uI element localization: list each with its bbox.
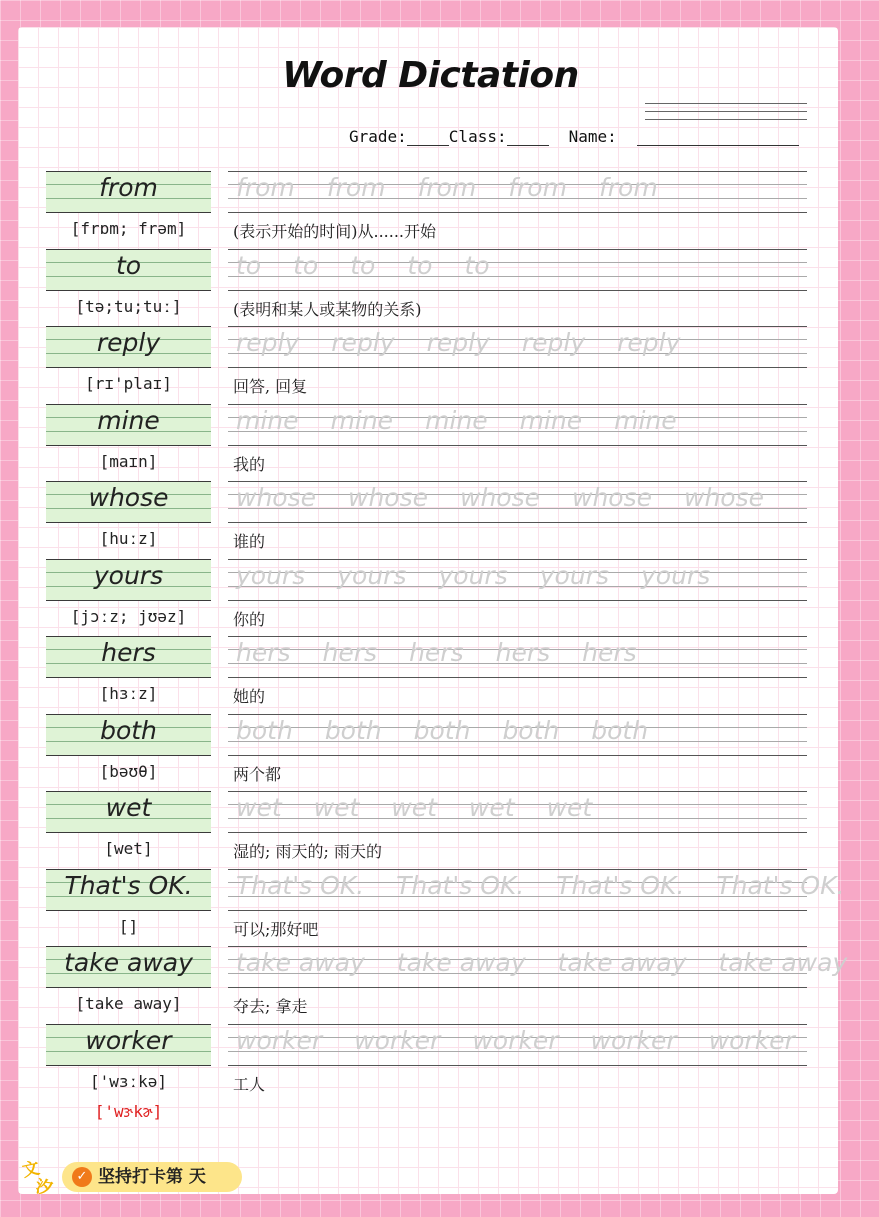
trace-word: mine [519,405,583,435]
trace-word: reply [521,328,586,357]
trace-word: mine [330,405,394,435]
trace-word: from [417,173,477,202]
trace-words [236,638,806,667]
entry-phonetic: ['wɜːkə] [89,1071,168,1091]
entry-phonetic: [rɪ'plaɪ] [85,374,172,393]
trace-word: take away [396,948,526,977]
trace-word: hers [495,638,551,667]
trace-words [236,406,806,435]
trace-word: to [236,250,262,280]
practice-lines[interactable] [228,1024,807,1066]
entry-meaning: 可以;那好吧 [233,919,319,939]
trace-word: wet [236,793,282,822]
word-entry [0,559,861,637]
trace-word: hers [409,638,464,667]
checkin-text: 坚持打卡第 天 [98,1167,206,1187]
trace-word: reply [426,328,490,357]
trace-word: from [326,173,386,202]
trace-word: whose [684,483,764,512]
word-entry [0,404,861,482]
trace-word: hers [582,638,637,667]
entry-meaning: 你的 [233,609,266,629]
entry-meaning: 两个都 [233,764,282,784]
entry-word: take away [64,948,193,977]
trace-word: That's OK. [236,870,365,900]
trace-word: worker [590,1025,677,1055]
entry-meaning: 她的 [233,687,266,706]
trace-word: That's OK. [716,870,845,900]
entry-phonetic: [hɜːz] [99,684,158,703]
trace-word: take away [718,948,848,977]
trace-word: to [350,250,376,280]
trace-word: yours [236,560,306,590]
word-entry [0,714,861,792]
trace-word: from [236,173,295,202]
entry-phonetic: [maɪn] [99,451,158,471]
entry-word: whose [88,483,169,512]
entry-meaning: 谁的 [233,532,266,551]
trace-word: reply [236,328,300,357]
trace-word: whose [572,483,652,512]
trace-word: take away [557,948,687,977]
entry-phonetic: [tə;tu;tuː] [75,296,182,316]
trace-word: whose [236,483,316,512]
word-entry [0,171,861,249]
trace-words [236,793,806,822]
word-entry [0,326,861,404]
entry-word: to [115,250,142,280]
name-writing-lines [645,103,807,127]
entry-word: wet [105,793,152,822]
practice-lines[interactable] [228,404,807,446]
trace-word: yours [337,560,407,590]
trace-word: to [407,250,433,280]
word-entry [0,791,861,869]
entry-phonetic: [wet] [104,839,153,858]
trace-word: worker [354,1025,441,1055]
brand-logo: 文 汐 [20,1158,54,1200]
entry-word: reply [96,328,161,357]
trace-word: hers [322,638,378,667]
trace-word: yours [641,560,711,590]
practice-lines[interactable] [228,326,807,368]
trace-words [236,483,806,512]
entry-meaning: 工人 [233,1074,266,1094]
trace-word: wet [313,793,360,822]
practice-lines[interactable] [228,559,807,601]
trace-words [236,173,806,202]
trace-words [236,1026,806,1055]
entry-meaning: 我的 [233,454,266,474]
trace-words [236,948,848,977]
practice-lines[interactable] [228,946,848,988]
trace-word: That's OK. [556,870,685,900]
entry-word: yours [93,560,164,590]
entry-word: from [99,173,158,202]
trace-word: That's OK. [396,870,525,900]
checkin-badge [62,1162,242,1192]
word-entry [0,481,861,559]
trace-word: wet [468,793,515,822]
trace-word: wet [391,793,437,822]
trace-word: from [598,173,658,202]
class-field[interactable] [507,129,549,146]
word-entry [0,869,861,947]
trace-word: both [324,715,382,745]
trace-word: both [502,715,560,745]
entry-word: hers [101,638,156,667]
page-title: Word Dictation [282,55,579,96]
trace-word: whose [348,483,428,512]
trace-word: to [464,250,490,280]
entry-meaning: 夺去; 拿走 [233,997,308,1016]
trace-words [236,251,806,280]
entry-phonetic: [frɒm; frəm] [70,219,187,238]
grade-label: Grade: [349,127,407,146]
trace-word: from [508,173,567,202]
trace-words [236,561,806,590]
trace-word: both [413,715,471,745]
entry-phonetic: [] [118,916,139,936]
practice-lines[interactable] [228,481,807,523]
trace-word: both [591,715,649,745]
trace-word: to [293,250,319,280]
grade-field[interactable] [407,129,449,146]
entry-word: worker [85,1025,172,1055]
trace-words [236,328,806,357]
trace-word: both [236,715,293,745]
entry-meaning: 湿的; 雨天的; 雨天的 [233,842,382,861]
trace-word: reply [617,328,681,357]
entry-meaning: (表明和某人或某物的关系) [233,299,422,319]
check-icon: ✓ [72,1167,92,1187]
entry-meaning: (表示开始的时间)从......开始 [233,222,437,241]
practice-lines[interactable] [228,171,807,213]
word-entry [0,1024,861,1102]
entry-phonetic: [bəʊθ] [99,761,158,781]
word-entry [0,946,861,1024]
entry-phonetic: [jɔːz; jʊəz] [70,606,187,626]
trace-word: hers [236,638,291,667]
trace-word: yours [539,560,609,590]
alternate-phonetic: ['wɝkɚ] [94,1102,163,1121]
trace-words [236,716,806,745]
name-field[interactable] [637,129,799,146]
trace-word: mine [425,405,488,435]
practice-lines[interactable] [228,869,845,911]
trace-words [236,870,845,900]
trace-word: yours [438,560,508,590]
practice-lines[interactable] [228,714,807,756]
entry-word: both [100,715,157,745]
practice-lines[interactable] [228,791,807,833]
entry-phonetic: [take away] [75,994,182,1013]
trace-word: take away [236,948,365,977]
trace-word: worker [472,1025,559,1055]
trace-word: wet [546,793,593,822]
practice-lines[interactable] [228,636,807,678]
name-label: Name: [568,127,617,146]
entry-phonetic: [huːz] [99,529,158,548]
trace-word: whose [460,483,540,512]
practice-lines[interactable] [228,249,807,291]
entry-word: That's OK. [64,870,193,900]
trace-word: mine [236,405,299,435]
trace-word: worker [708,1025,795,1055]
class-label: Class: [448,127,507,146]
word-entry [0,636,861,714]
entry-meaning: 回答, 回复 [233,377,308,396]
trace-word: worker [236,1025,323,1055]
student-info-row [349,127,799,146]
trace-word: reply [331,328,395,357]
trace-word: mine [614,405,677,435]
word-entry [0,249,861,327]
entry-word: mine [97,405,160,435]
